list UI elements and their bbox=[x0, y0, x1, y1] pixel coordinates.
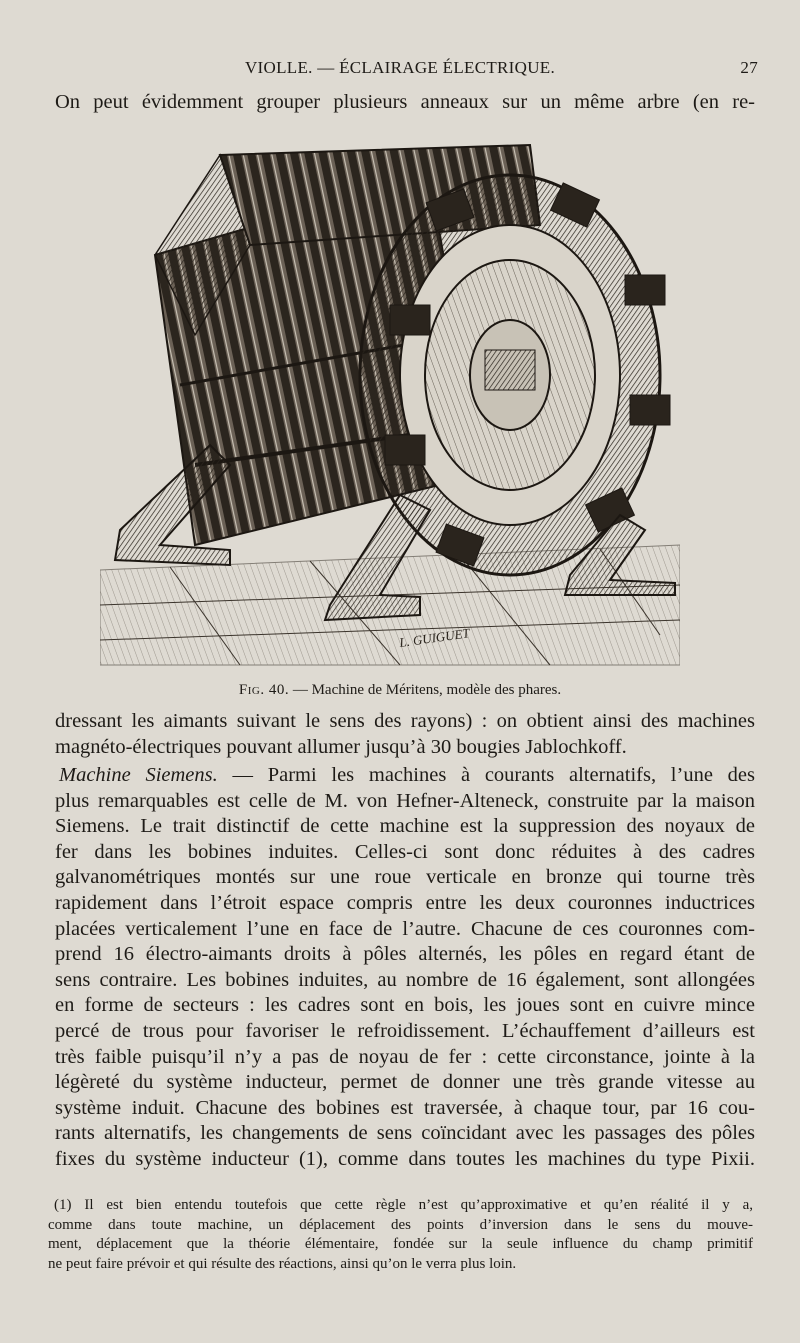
text-line: dressant les aimants suivant le sens des rayons) : on obtient ainsi des machines bbox=[55, 710, 755, 732]
continuation-paragraph bbox=[55, 709, 755, 760]
footnote bbox=[48, 1196, 753, 1274]
siemens-paragraph bbox=[55, 763, 755, 1173]
figure-caption bbox=[0, 682, 800, 699]
text-line: très faible puisqu’il n’y a pas de noyau de fer : cette circonstance, jointe à la bbox=[55, 1045, 755, 1068]
figure-number: Fig. 40. bbox=[238, 682, 290, 698]
running-title: VIOLLE. — ÉCLAIRAGE ÉLECTRIQUE. bbox=[244, 58, 556, 77]
text-line: rants alternatifs, les changements de sens coïncidant avec les passages des pôles bbox=[55, 1122, 755, 1145]
text-line: percé de trous pour favoriser le refroidissement. L’échauffement d’ailleurs est bbox=[55, 1019, 755, 1042]
running-header bbox=[0, 58, 800, 82]
footnote-line: (1) Il est bien entendu toutefois que cette règle n’est qu’approximative et qu’en réalité il y a, bbox=[54, 1197, 753, 1213]
text-line: système induit. Chacune des bobines est traversée, à chaque tour, par 16 cou- bbox=[55, 1096, 755, 1119]
figure-engraving bbox=[100, 135, 680, 675]
engraver-signature: L. GUIGUET bbox=[398, 625, 471, 650]
text-line: en forme de secteurs : les cadres sont en bois, les joues sont en cuivre mince bbox=[55, 994, 755, 1017]
text-line bbox=[55, 763, 755, 789]
text-line: fer dans les bobines induites. Celles-ci sont donc réduites à des cadres bbox=[55, 840, 755, 863]
text-line: prend 16 électro-aimants droits à pôles alternés, les pôles en regard étant de bbox=[55, 943, 755, 966]
text-line: placées verticalement l’une en face de l’autre. Chacune de ces couronnes com- bbox=[55, 917, 755, 940]
footnote-line: ne peut faire prévoir et qui résulte des réactions, ainsi qu’on le verra plus loin. bbox=[48, 1255, 517, 1272]
intro-paragraph bbox=[55, 90, 755, 116]
text-line: plus remarquables est celle de M. von Hefner-Alteneck, construite par la maison bbox=[55, 789, 755, 812]
text-line: On peut évidemment grouper plusieurs anneaux sur un même arbre (en re- bbox=[55, 91, 755, 113]
text-line: magnéto-électriques pouvant allumer jusqu’à 30 bougies Jablochkoff. bbox=[55, 735, 627, 758]
page-number: 27 bbox=[740, 58, 758, 77]
footnote-line: ment, déplacement que la théorie élémentaire, fondée sur la seule influence du champ primitif bbox=[48, 1236, 753, 1252]
section-lead-title: Machine Siemens. bbox=[59, 764, 218, 786]
meritens-machine-illustration bbox=[100, 135, 680, 675]
figure-caption-text: — Machine de Méritens, modèle des phares. bbox=[289, 682, 562, 698]
text-line-rest: — Parmi les machines à courants alternatifs, l’une des bbox=[217, 764, 755, 786]
text-line: Siemens. Le trait distinctif de cette machine est la suppression des noyaux de bbox=[55, 815, 755, 838]
text-line: sens contraire. Les bobines induites, au nombre de 16 également, sont allongées bbox=[55, 968, 755, 991]
text-line: légèreté du système inducteur, permet de donner une très grande vitesse au bbox=[55, 1071, 755, 1094]
text-line: fixes du système inducteur (1), comme dans toutes les machines du type Pixii. bbox=[55, 1147, 755, 1170]
footnote-line: comme dans toute machine, un déplacement des points d’inversion dans le sens du mouve- bbox=[48, 1216, 753, 1233]
text-line: rapidement dans l’étroit espace compris entre les deux couronnes inductrices bbox=[55, 891, 755, 914]
text-line: galvanométriques montés sur une roue verticale en bronze qui tourne très bbox=[55, 866, 755, 889]
